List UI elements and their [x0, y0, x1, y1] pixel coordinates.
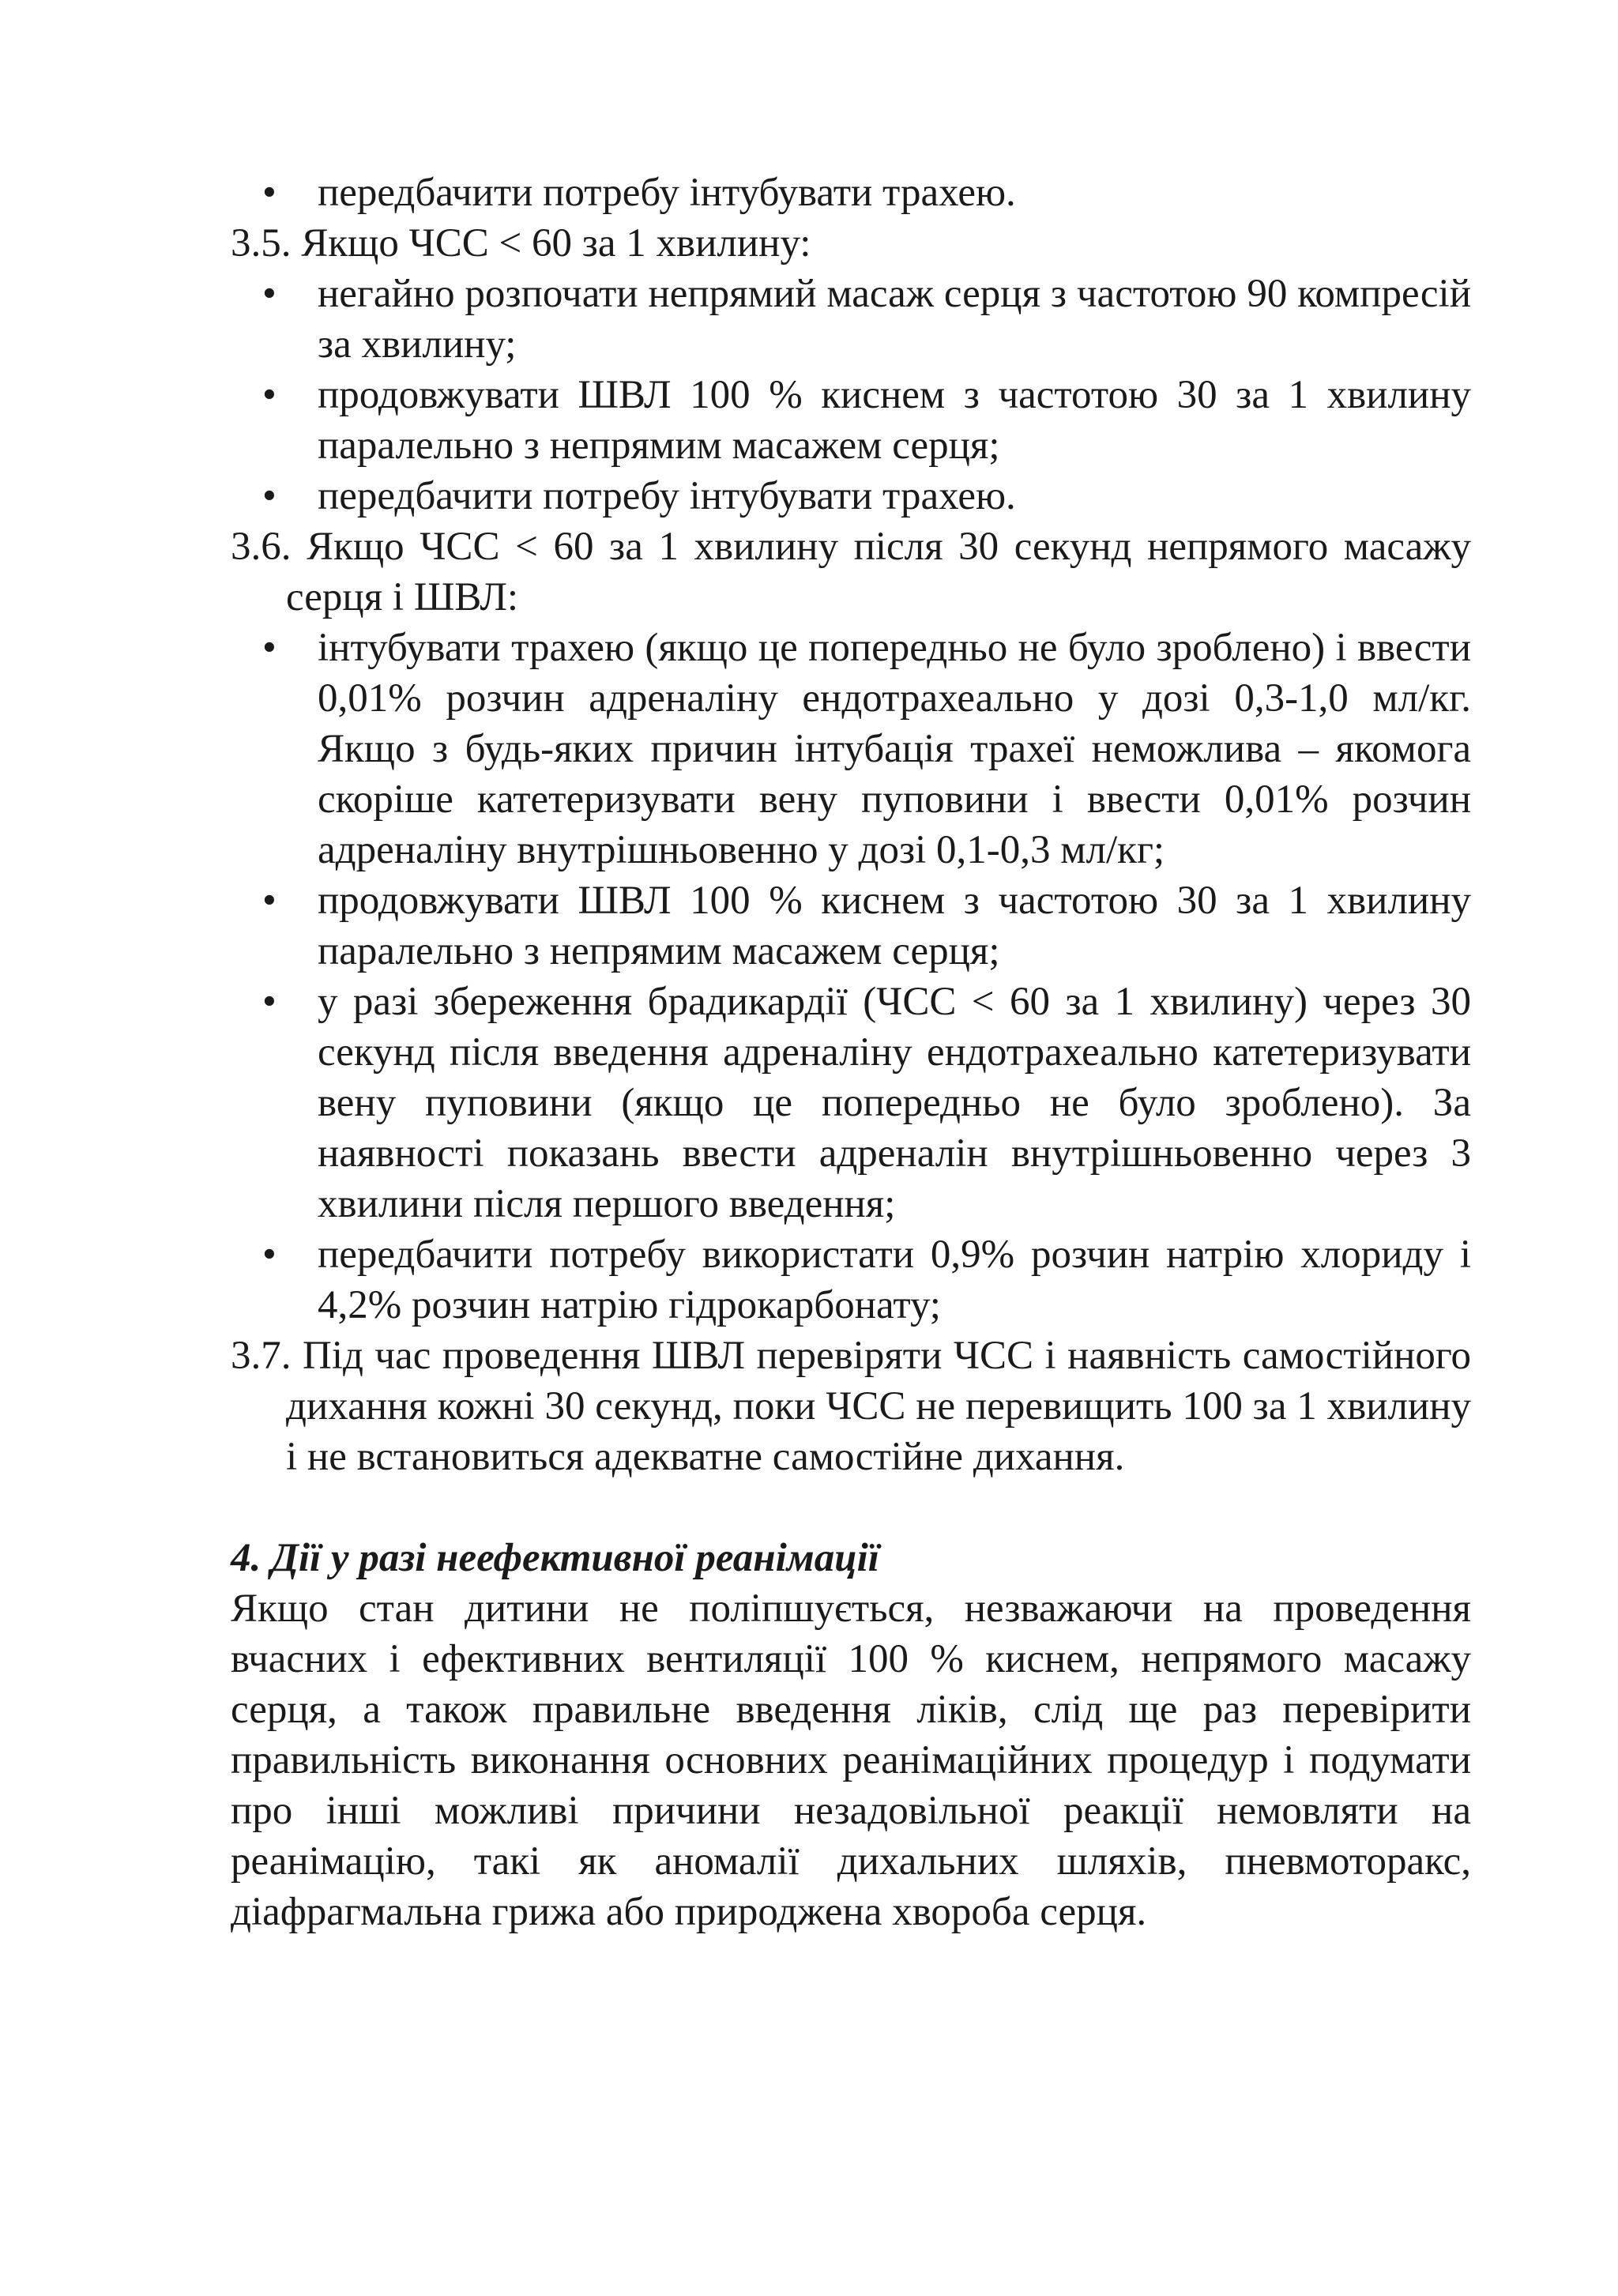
- document-page: [231, 167, 1471, 1937]
- section-3-5: [231, 218, 1471, 521]
- list-item: • продовжувати ШВЛ 100 % киснем з частотою 30 за 1 хвилину паралельно з непрямим масажем серця;: [231, 370, 1471, 471]
- list-item: • передбачити потребу інтубувати трахею.: [231, 167, 1471, 218]
- list-item: • негайно розпочати непрямий масаж серця з частотою 90 компресій за хвилину;: [231, 269, 1471, 370]
- item-number: 3.6.: [231, 525, 292, 569]
- list-item: • передбачити потребу використати 0,9% розчин натрію хлориду і 4,2% розчин натрію гідрокарбонату;: [231, 1229, 1471, 1331]
- section-heading: 4. Дії у разі неефективної реанімації: [231, 1536, 879, 1580]
- section-4: [231, 1533, 1471, 1937]
- list-item: • передбачити потребу інтубувати трахею.: [231, 471, 1471, 521]
- item-3-6-title: [231, 521, 1471, 623]
- item-text: Під час проведення ШВЛ перевіряти ЧСС і наявність самостійного дихання кожні 30 секунд, поки ЧСС не перевищить 100 за 1 хвилину і не встановиться адекватне самостійне дихання.: [286, 1334, 1472, 1479]
- top-bullet-list: [231, 167, 1471, 218]
- item-text: Якщо ЧСС < 60 за 1 хвилину після 30 секунд непрямого масажу серця і ШВЛ:: [286, 525, 1471, 619]
- list-item: • продовжувати ШВЛ 100 % киснем з частотою 30 за 1 хвилину паралельно з непрямим масажем серця;: [231, 875, 1471, 977]
- item-3-7-title: [231, 1331, 1471, 1482]
- bullet-list-3-6: [231, 623, 1471, 1331]
- item-number: 3.7.: [231, 1334, 292, 1378]
- item-number: 3.5.: [231, 221, 292, 265]
- item-3-5-title: [231, 218, 1471, 269]
- list-item: • у разі збереження брадикардії (ЧСС < 60 за 1 хвилину) через 30 секунд після введення адреналіну ендотрахеально катетеризувати вену пуповини (якщо це попередньо не було зроблено). За наявності показань ввести адреналін внутрішньовенно через 3 хвилини після першого введення;: [231, 977, 1471, 1229]
- item-text: Якщо ЧСС < 60 за 1 хвилину:: [301, 221, 811, 265]
- section-paragraph: Якщо стан дитини не поліпшується, незважаючи на проведення вчасних і ефективних вентиляції 100 % киснем, непрямого масажу серця, а також правильне введення ліків, слід ще раз перевірити правильність виконання основних реанімаційних процедур і подумати про інші можливі причини незадовільної реакції немовляти на реанімацію, такі як аномалії дихальних шляхів, пневмоторакс, діафрагмальна грижа або природжена хвороба серця.: [231, 1586, 1471, 1934]
- bullet-list-3-5: [231, 269, 1471, 521]
- list-item: • інтубувати трахею (якщо це попередньо не було зроблено) і ввести 0,01% розчин адреналіну ендотрахеально у дозі 0,3-1,0 мл/кг. Якщо з будь-яких причин інтубація трахеї неможлива – якомога скоріше катетеризувати вену пуповини і ввести 0,01% розчин адреналіну внутрішньовенно у дозі 0,1-0,3 мл/кг;: [231, 623, 1471, 875]
- section-3-7: [231, 1331, 1471, 1482]
- section-3-6: [231, 521, 1471, 1331]
